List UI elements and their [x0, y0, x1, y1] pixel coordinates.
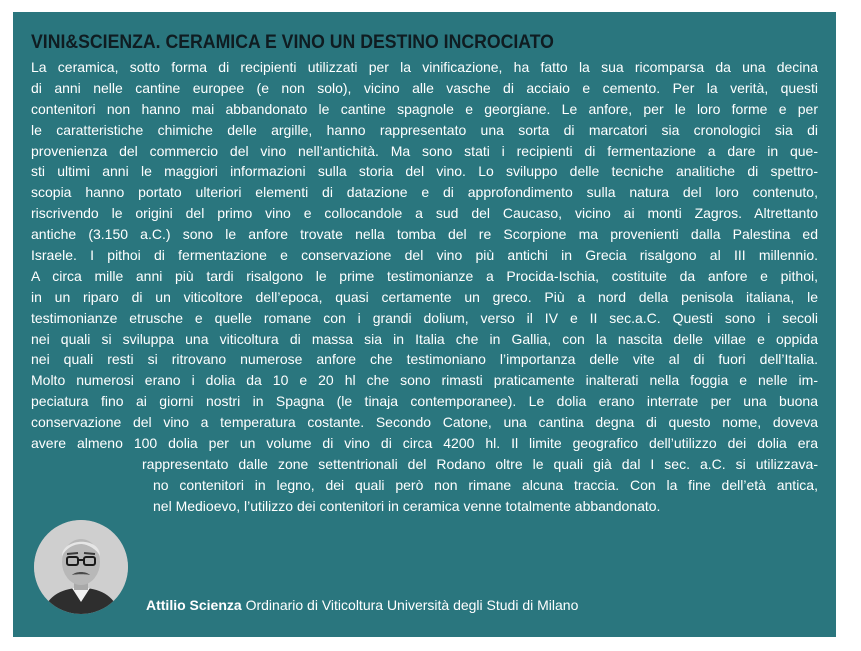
body-line: scopia hanno portato ulteriori elementi di datazione e di approfondimento sulla natura del loro contenuto,	[31, 184, 818, 201]
body-line: conservazione del vino a temperatura costante. Secondo Catone, una cantina degna di questo nome, doveva	[31, 414, 818, 431]
author-role: Ordinario di Viticoltura Università degli Studi di Milano	[245, 597, 579, 613]
body-line: A circa mille anni più tardi risalgono le prime testimonianze a Procida-Ischia, costituite da anfore e pithoi,	[31, 267, 818, 284]
body-line: Molto numerosi erano i dolia da 10 e 20 hl che sono rimasti praticamente inalterati nella foggia e nelle im-	[31, 372, 818, 389]
body-line: sti ultimi anni le maggiori informazioni sulla storia del vino. Lo sviluppo delle tecniche analitiche di spettro-	[31, 163, 818, 180]
article-body	[31, 57, 851, 517]
body-line: testimonianze etrusche e quelle romane con i grandi dolium, verso il IV e II sec.a.C. Questi sono i secoli	[31, 309, 818, 326]
body-line: no contenitori in legno, dei quali però non rimane alcuna traccia. Con la fine dell’età antica,	[153, 476, 818, 493]
body-line: peciatura fino ai giorni nostri in Spagna (le tinaja contemporanee). Le dolia erano interrate per una buona	[31, 393, 818, 410]
body-line: le caratteristiche chimiche delle argille, hanno rappresentato una sorta di marcatori sia cronologici sia di	[31, 121, 818, 138]
body-line: nei quali resti si ritrovano numerose anfore che testimoniano l’importanza delle vite al di fuori dell’Italia.	[31, 351, 818, 368]
author-signature	[146, 597, 578, 613]
body-line: nel Medioevo, l’utilizzo dei contenitori in ceramica venne totalmente abbandonato.	[153, 497, 661, 514]
article-panel	[13, 12, 836, 637]
body-line: riscrivendo le origini del primo vino e collocandole a sud del Caucaso, vicino ai monti Zagros. Altrettanto	[31, 205, 818, 222]
body-line: provenienza del commercio del vino nell’antichità. Ma sono stati i recipienti di fermentazione a dare in que-	[31, 142, 818, 159]
body-line: antiche (3.150 a.C.) sono le anfore trovate nella tomba del re Scorpione ma provenienti dalla Palestina ed	[31, 226, 818, 243]
body-line: di anni nelle cantine europee (e non solo), vicino alle vasche di acciaio e cemento. Per la verità, questi	[31, 79, 818, 96]
body-line: contenitori non hanno mai abbandonato le cantine spagnole e georgiane. Le anfore, per le loro forme e per	[31, 100, 818, 117]
article-title: VINI&SCIENZA. CERAMICA E VINO UN DESTINO INCROCIATO	[31, 32, 554, 53]
body-line: rappresentato dalle zone settentrionali del Rodano oltre le quali già dal I sec. a.C. si utilizzava-	[142, 455, 818, 472]
body-line: La ceramica, sotto forma di recipienti utilizzati per la vinificazione, ha fatto la sua ricomparsa da una decina	[31, 59, 818, 75]
author-name: Attilio Scienza	[146, 597, 242, 613]
body-line: avere almeno 100 dolia per un volume di vino di circa 4200 hl. Il limite geografico dell’utilizzo dei dolia era	[31, 435, 818, 452]
body-line: in un riparo di un viticoltore dell’epoca, quasi certamente un greco. Più a nord della penisola italiana, le	[31, 288, 818, 305]
author-portrait-icon	[34, 520, 128, 614]
body-line: nei quali si sviluppa una viticoltura di massa sia in Italia che in Gallia, con la nascita delle villae e oppida	[31, 330, 818, 347]
body-line: Israele. I pithoi di fermentazione e conservazione del vino più antichi in Grecia risalgono al III millennio.	[31, 247, 818, 264]
